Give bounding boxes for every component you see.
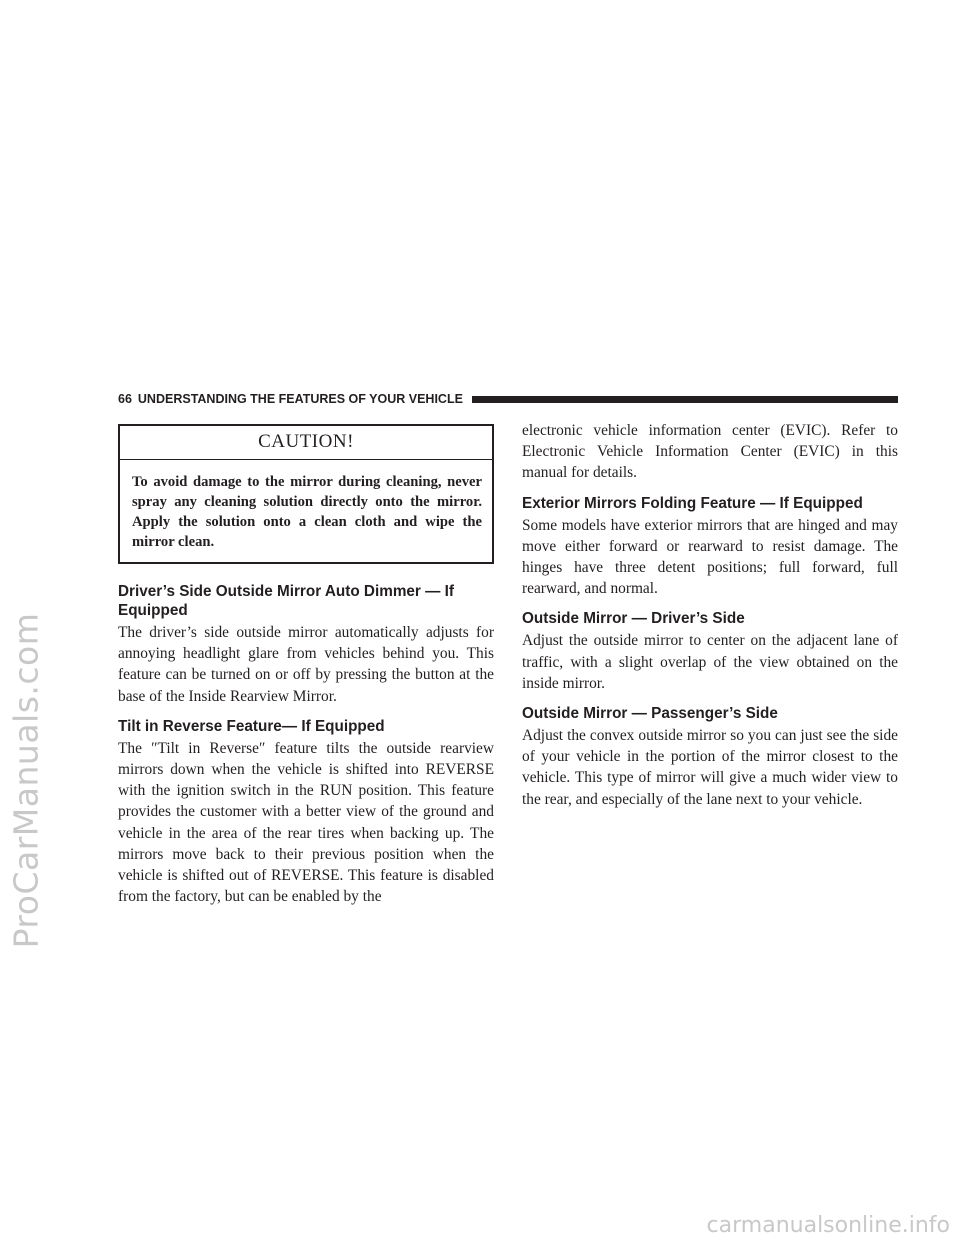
- heading-driver-side: Outside Mirror — Driver’s Side: [522, 610, 745, 628]
- caution-title: CAUTION!: [120, 426, 492, 460]
- body-tilt-reverse: The ″Tilt in Reverse″ feature tilts the outside rearview mirrors down when the vehicle is shifted into REVERSE with the ignition switch in the RUN position. This feature provides the customer with a better view of the ground and vehicle in the area of the rear tires when backing up. The mirrors move back to their previous position when the vehicle is shifted out of REVERSE. This feature is disabled from the factory, but can be enabled by the: [118, 739, 494, 906]
- side-watermark: [4, 360, 48, 1200]
- caution-text: To avoid damage to the mirror during cleaning, never spray any cleaning solution directly onto the mirror. Apply the solution onto a clean cloth and wipe the mirror clean.: [132, 474, 482, 550]
- running-header: [118, 390, 898, 408]
- body-folding: Some models have exterior mirrors that are hinged and may move either forward or rearward to resist damage. The hinges have three detent positions; full forward, full rearward, and normal.: [522, 516, 898, 598]
- page-number: 66: [118, 392, 132, 406]
- body-auto-dimmer: The driver’s side outside mirror automatically adjusts for annoying headlight glare from vehicles behind you. This feature can be turned on or off by pressing the button at the base of the Inside Rearview Mirror.: [118, 624, 494, 705]
- bottom-watermark: carmanualsonline.info: [706, 1213, 950, 1238]
- caution-box: [118, 424, 494, 564]
- heading-passenger-side: Outside Mirror — Passenger’s Side: [522, 705, 778, 723]
- heading-tilt-reverse: Tilt in Reverse Feature— If Equipped: [118, 717, 385, 735]
- side-watermark-text: ProCarManuals.com: [6, 612, 46, 948]
- heading-folding: Exterior Mirrors Folding Feature — If Equipped: [522, 494, 863, 512]
- right-column: [522, 420, 898, 810]
- left-column: [118, 424, 494, 907]
- body-tilt-reverse-continued: electronic vehicle information center (EVIC). Refer to Electronic Vehicle Information Center (EVIC) in this manual for details.: [522, 422, 898, 482]
- body-passenger-side: Adjust the convex outside mirror so you can just see the side of your vehicle in the portion of the mirror closest to the vehicle. This type of mirror will give a much wider view to the rear, and especially of the lane next to your vehicle.: [522, 727, 898, 808]
- heading-auto-dimmer: Driver’s Side Outside Mirror Auto Dimmer — If Equipped: [118, 583, 455, 619]
- header-rule: [472, 396, 898, 403]
- running-header-title: UNDERSTANDING THE FEATURES OF YOUR VEHICLE: [137, 392, 463, 406]
- body-driver-side: Adjust the outside mirror to center on the adjacent lane of traffic, with a slight overlap of the view obtained on the inside mirror.: [522, 632, 898, 692]
